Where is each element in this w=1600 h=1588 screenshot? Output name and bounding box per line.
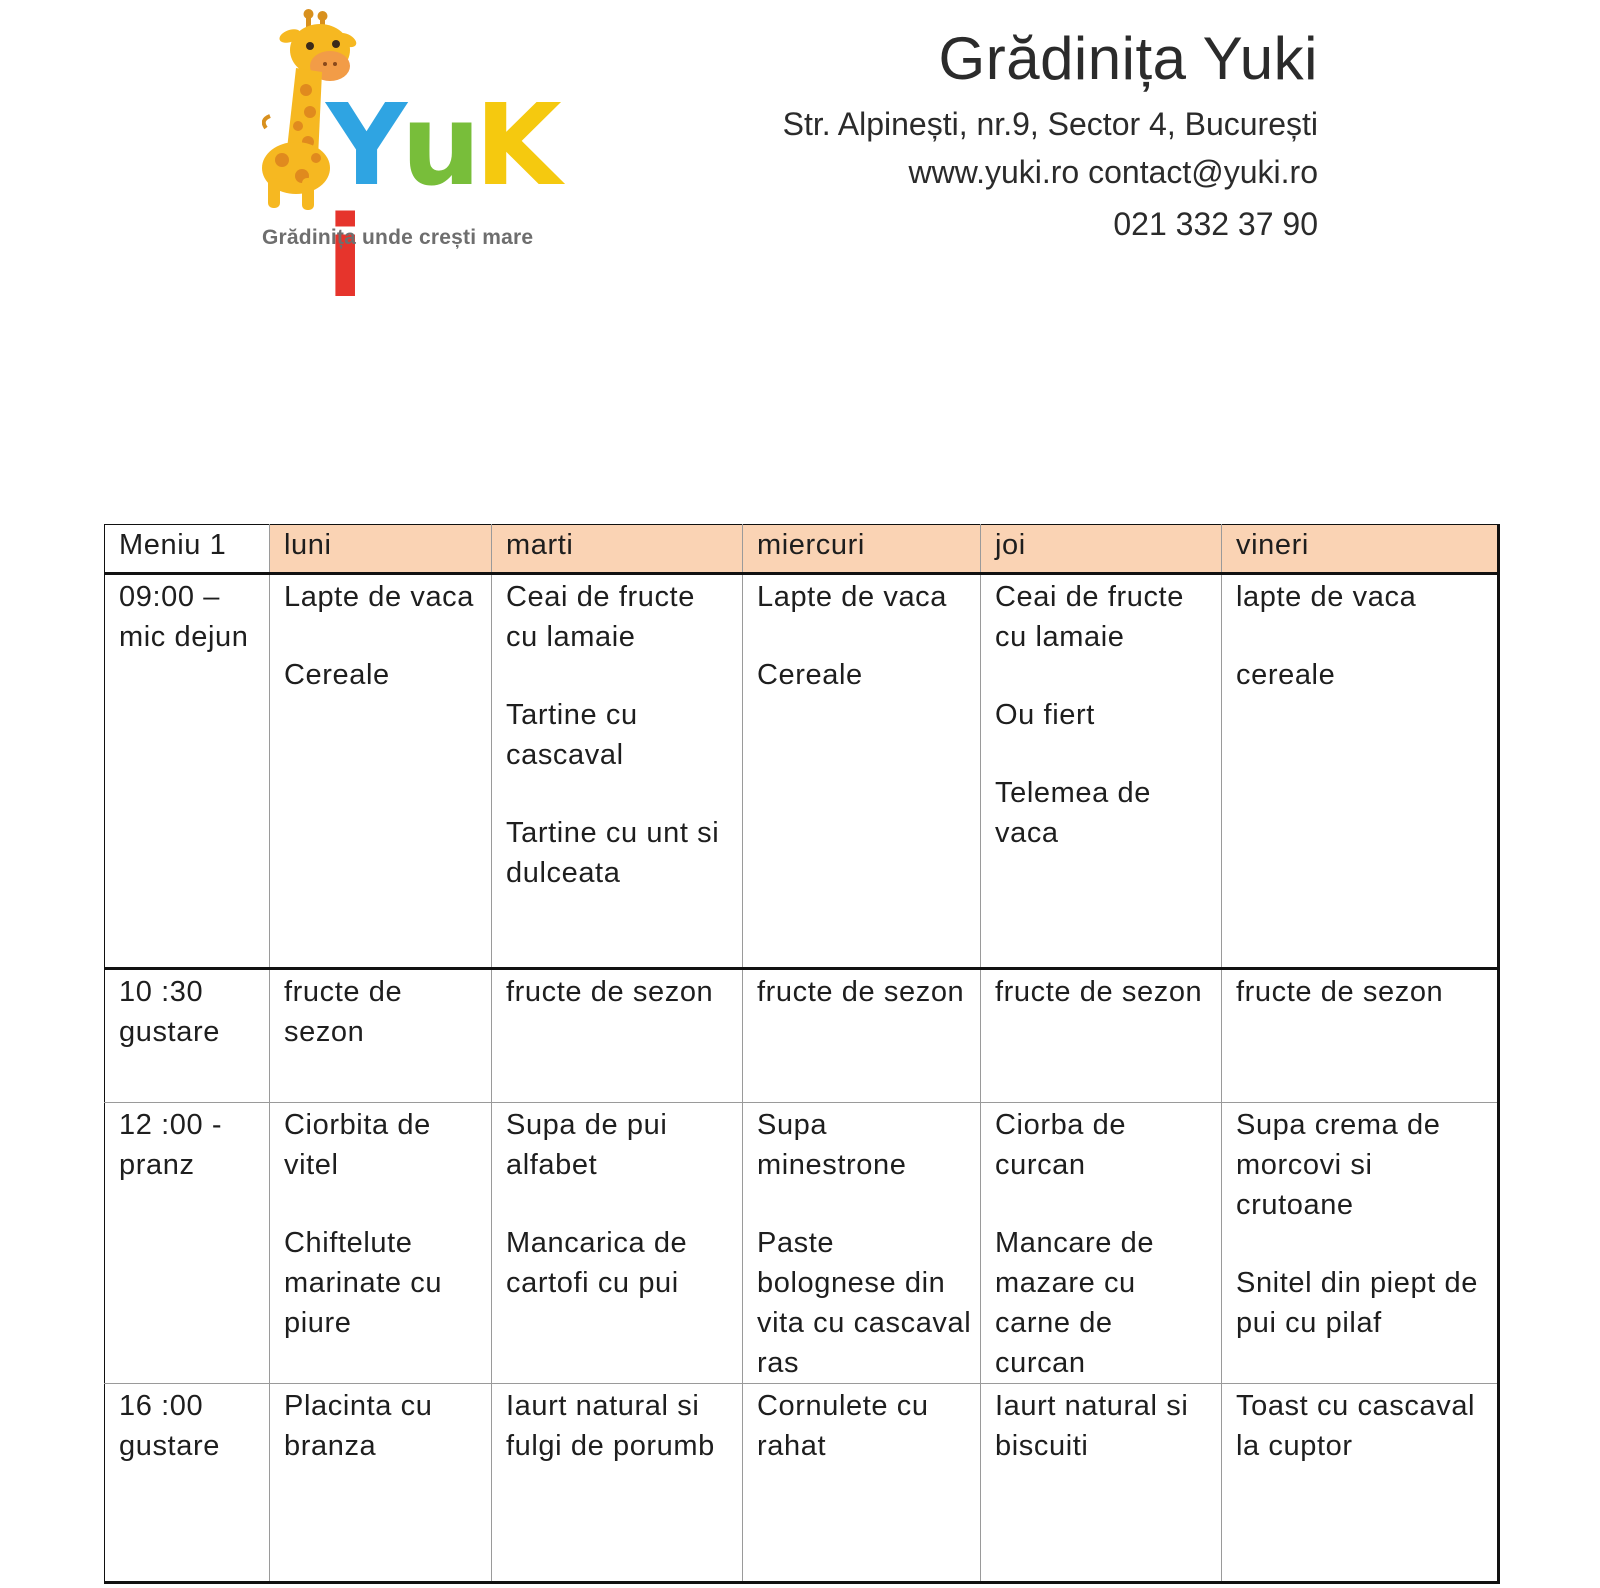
- menu-cell-miercuri: [743, 1103, 981, 1384]
- logo-wordmark: [326, 81, 562, 323]
- menu-cell-miercuri: [743, 574, 981, 969]
- menu-dish: fructe de sezon: [506, 976, 714, 1008]
- menu-dish: Iaurt natural si fulgi de porumb: [506, 1390, 715, 1462]
- menu-cell-luni: [270, 969, 492, 1103]
- logo-tagline: Grădinița unde crești mare: [262, 226, 534, 249]
- menu-dish: Mancare de mazare cu carne de curcan: [995, 1227, 1155, 1379]
- menu-cell-joi: [981, 969, 1222, 1103]
- menu-dish: Paste bolognese din vita cu cascaval ras: [757, 1227, 972, 1379]
- menu-dish: Lapte de vaca: [757, 581, 947, 613]
- menu-dish: Toast cu cascaval la cuptor: [1236, 1390, 1476, 1462]
- logo-letter: Y: [326, 81, 402, 211]
- day-header-miercuri: miercuri: [743, 525, 981, 574]
- menu-cell-joi: [981, 1103, 1222, 1384]
- meal-row-breakfast: [105, 574, 1499, 969]
- day-header-joi: joi: [981, 525, 1222, 574]
- menu-cell-marti: [492, 1384, 743, 1583]
- menu-dish: Ciorbita de vitel: [284, 1109, 431, 1181]
- menu-cell-luni: [270, 574, 492, 969]
- menu-dish: fructe de sezon: [284, 976, 403, 1048]
- menu-dish: Cereale: [757, 659, 863, 691]
- menu-cell-marti: [492, 574, 743, 969]
- menu-dish: Cornulete cu rahat: [757, 1390, 929, 1462]
- logo-letter: i: [326, 193, 359, 323]
- menu-cell-vineri: [1222, 574, 1499, 969]
- menu-cell-miercuri: [743, 969, 981, 1103]
- menu-cell-luni: [270, 1384, 492, 1583]
- menu-dish: fructe de sezon: [1236, 976, 1444, 1008]
- menu-dish: Telemea de vaca: [995, 777, 1151, 849]
- menu-dish: Mancarica de cartofi cu pui: [506, 1227, 688, 1299]
- menu-dish: Placinta cu branza: [284, 1390, 433, 1462]
- kindergarten-logo: [262, 8, 562, 323]
- menu-cell-vineri: [1222, 969, 1499, 1103]
- menu-dish: fructe de sezon: [995, 976, 1203, 1008]
- meal-time-label: 10 :30 gustare: [105, 969, 270, 1103]
- day-header-marti: marti: [492, 525, 743, 574]
- menu-dish: Iaurt natural si biscuiti: [995, 1390, 1189, 1462]
- logo-letter: K: [474, 81, 556, 211]
- meal-row-lunch: [105, 1103, 1499, 1384]
- menu-dish: Ceai de fructe cu lamaie: [995, 581, 1184, 653]
- meal-row-snack-afternoon: [105, 1384, 1499, 1583]
- menu-title-cell: Meniu 1: [105, 525, 270, 574]
- day-header-luni: luni: [270, 525, 492, 574]
- menu-dish: Supa de pui alfabet: [506, 1109, 668, 1181]
- menu-dish: Tartine cu cascaval: [506, 699, 638, 771]
- menu-cell-marti: [492, 1103, 743, 1384]
- meal-time-label: 09:00 – mic dejun: [105, 574, 270, 969]
- menu-dish: Chiftelute marinate cu piure: [284, 1227, 443, 1339]
- organization-name: Grădinița Yuki: [938, 25, 1318, 92]
- menu-dish: cereale: [1236, 659, 1336, 691]
- menu-cell-vineri: [1222, 1384, 1499, 1583]
- menu-dish: Ou fiert: [995, 699, 1095, 731]
- menu-dish: fructe de sezon: [757, 976, 965, 1008]
- menu-dish: Cereale: [284, 659, 390, 691]
- web-and-email: www.yuki.ro contact@yuki.ro: [908, 154, 1318, 190]
- menu-cell-luni: [270, 1103, 492, 1384]
- menu-dish: Lapte de vaca: [284, 581, 474, 613]
- menu-dish: Supa crema de morcovi si crutoane: [1236, 1109, 1441, 1221]
- menu-cell-marti: [492, 969, 743, 1103]
- menu-cell-miercuri: [743, 1384, 981, 1583]
- organization-info: [783, 22, 1318, 248]
- day-header-vineri: vineri: [1222, 525, 1499, 574]
- menu-cell-joi: [981, 1384, 1222, 1583]
- phone-number: 021 332 37 90: [1113, 206, 1318, 242]
- weekly-menu-table: [104, 524, 1500, 1584]
- menu-dish: Ceai de fructe cu lamaie: [506, 581, 695, 653]
- meal-row-snack-morning: [105, 969, 1499, 1103]
- menu-dish: Tartine cu unt si dulceata: [506, 817, 720, 889]
- logo-letter: u: [401, 81, 475, 211]
- meal-time-label: 16 :00 gustare: [105, 1384, 270, 1583]
- table-header-row: [105, 525, 1499, 574]
- menu-dish: lapte de vaca: [1236, 581, 1417, 613]
- menu-dish: Snitel din piept de pui cu pilaf: [1236, 1267, 1478, 1339]
- meal-time-label: 12 :00 - pranz: [105, 1103, 270, 1384]
- menu-dish: Ciorba de curcan: [995, 1109, 1127, 1181]
- address: Str. Alpinești, nr.9, Sector 4, București: [782, 106, 1318, 142]
- menu-dish: Supa minestrone: [757, 1109, 907, 1181]
- menu-cell-vineri: [1222, 1103, 1499, 1384]
- menu-cell-joi: [981, 574, 1222, 969]
